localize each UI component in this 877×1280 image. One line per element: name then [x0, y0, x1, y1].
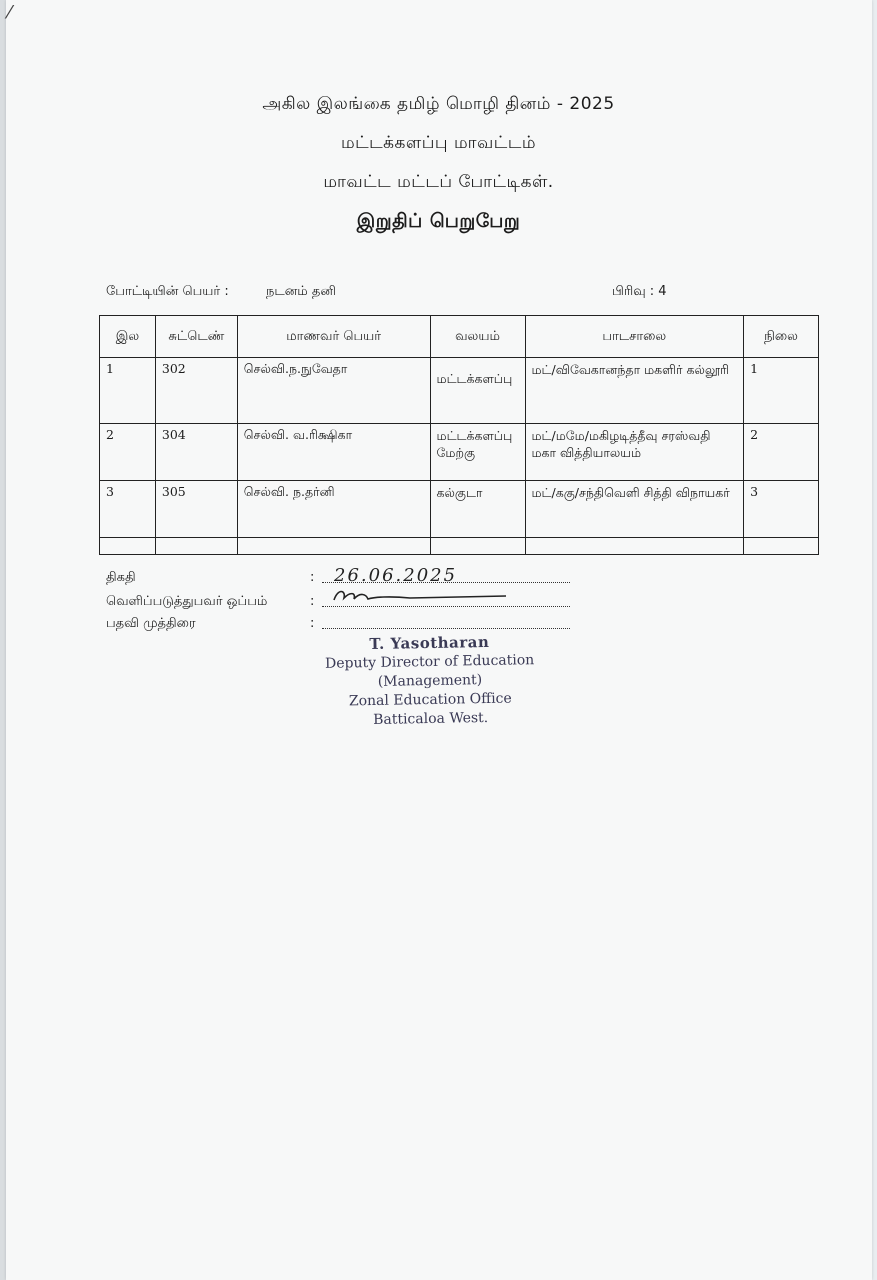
cell-empty [155, 538, 237, 555]
col-header-index: சுட்டெண் [155, 316, 237, 358]
cell-school: மட்/மமே/மகிழடித்தீவு சரஸ்வதி மகா வித்தியாலயம் [525, 424, 744, 481]
col-header-no: இல [100, 316, 156, 358]
cell-empty [525, 538, 744, 555]
table-row [100, 358, 819, 424]
seal-label: பதவி முத்திரை [106, 616, 196, 631]
table-header-row [100, 316, 819, 358]
table-row [100, 424, 819, 481]
results-table [99, 315, 819, 555]
cell-student-name: செல்வி. ந.தர்னி [237, 481, 430, 538]
corner-mark: ⁄ [8, 2, 12, 23]
cell-index: 302 [155, 358, 237, 424]
cell-school: மட்/ககு/சந்திவெளி சித்தி விநாயகர் [525, 481, 744, 538]
competition-name-label: போட்டியின் பெயர் : [106, 284, 229, 299]
col-header-school: பாடசாலை [525, 316, 744, 358]
col-header-zone: வலயம் [430, 316, 525, 358]
cell-student-name: செல்வி.ந.நுவேதா [237, 358, 430, 424]
colon: : [310, 594, 315, 609]
title-event: அகில இலங்கை தமிழ் மொழி தினம் - 2025 [262, 94, 615, 114]
cell-student-name: செல்வி. வ.ரிக்ஷிகா [237, 424, 430, 481]
col-header-student-name: மாணவர் பெயர் [237, 316, 430, 358]
stamp-location: Batticaloa West. [372, 709, 489, 728]
cell-place: 2 [744, 424, 819, 481]
cell-index: 304 [155, 424, 237, 481]
table-row [100, 481, 819, 538]
cell-empty [430, 538, 525, 555]
cell-no: 2 [100, 424, 156, 481]
signature-label: வெளிப்படுத்துபவர் ஒப்பம் [106, 594, 268, 609]
title-final-results: இறுதிப் பெறுபேறு [356, 210, 521, 232]
competition-name-value: நடனம் தனி [266, 284, 336, 299]
stamp-subtitle: (Management) [377, 672, 483, 690]
official-stamp [289, 632, 571, 732]
colon: : [310, 616, 315, 631]
cell-zone: மட்டக்களப்பு [430, 358, 525, 424]
cell-empty [237, 538, 430, 555]
cell-place: 3 [744, 481, 819, 538]
cell-index: 305 [155, 481, 237, 538]
handwritten-date: 26.06.2025 [334, 565, 458, 586]
division-label: பிரிவு : 4 [612, 284, 667, 299]
cell-empty [100, 538, 156, 555]
title-level: மாவட்ட மட்டப் போட்டிகள். [323, 172, 554, 192]
colon: : [310, 570, 315, 585]
stamp-office: Zonal Education Office [348, 690, 512, 710]
cell-place: 1 [744, 358, 819, 424]
cell-empty [744, 538, 819, 555]
seal-line [322, 616, 570, 629]
table-row-empty [100, 538, 819, 555]
cell-zone: கல்குடா [430, 481, 525, 538]
date-label: திகதி [106, 570, 136, 585]
cell-school: மட்/விவேகானந்தா மகளிர் கல்லூரி [525, 358, 744, 424]
cell-zone: மட்டக்களப்பு மேற்கு [430, 424, 525, 481]
cell-no: 1 [100, 358, 156, 424]
handwritten-signature [330, 586, 510, 606]
col-header-place: நிலை [744, 316, 819, 358]
stamp-title: Deputy Director of Education [324, 652, 535, 672]
title-district: மட்டக்களப்பு மாவட்டம் [340, 133, 537, 153]
cell-no: 3 [100, 481, 156, 538]
stamp-name: T. Yasotharan [369, 632, 490, 654]
